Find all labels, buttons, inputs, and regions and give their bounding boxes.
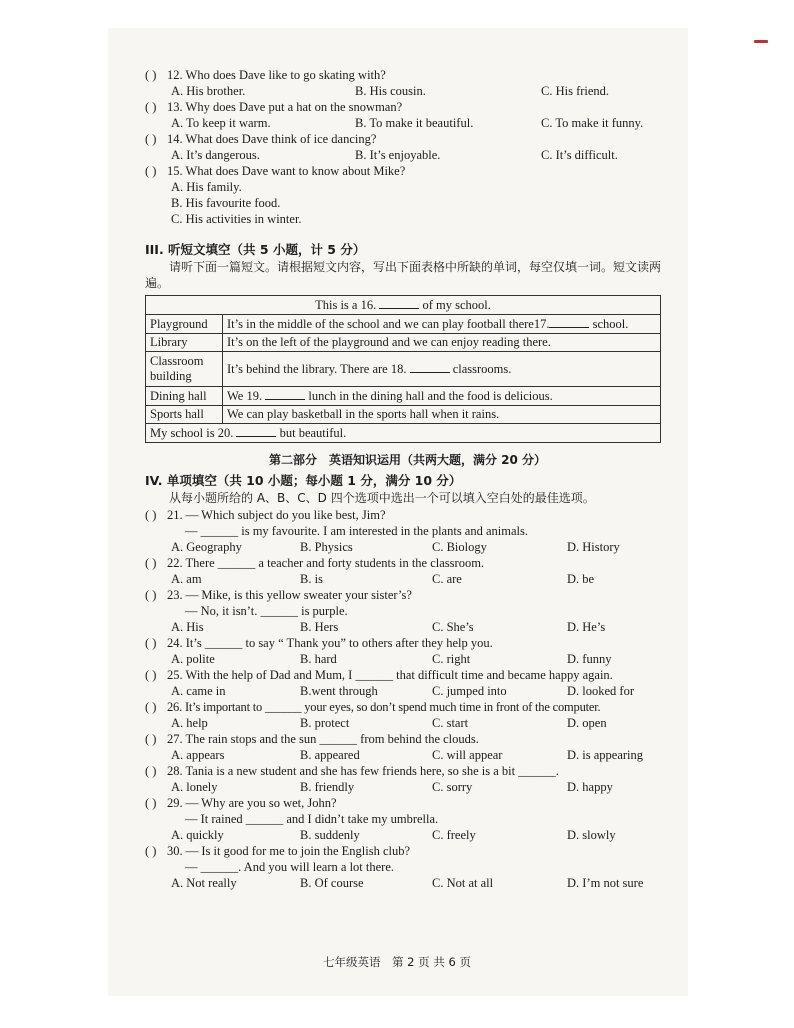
question-27: ( ) 27. The rain stops and the sun ______ from behind the clouds. A. appears B. appeared C. will appear D. is appearing — [145, 732, 644, 762]
option-a: A. am — [171, 572, 202, 586]
question-stem: 27. The rain stops and the sun ______ from behind the clouds. — [167, 732, 479, 746]
option-b: B. is — [300, 572, 323, 586]
option-b: B. To make it beautiful. — [355, 116, 474, 130]
table-row: Dining hall We 19. lunch in the dining hall and the food is delicious. — [146, 387, 661, 406]
option-a: A. appears — [171, 748, 225, 762]
question-12: ( ) 12. Who does Dave like to go skating with? A. His brother. B. His cousin. C. His friend. — [145, 68, 610, 98]
option-b: B. Hers — [300, 620, 339, 634]
fill-table — [145, 295, 661, 443]
option-d: D. He’s — [567, 620, 606, 634]
question-24: ( ) 24. It’s ______ to say “ Thank you” to others after they help you. A. polite B. hard C. right D. funny — [145, 636, 612, 666]
question-stem: 24. It’s ______ to say “ Thank you” to others after they help you. — [167, 636, 493, 650]
question-29: ( ) 29. — Why are you so wet, John? — It rained ______ and I didn’t take my umbrella. A. quickly B. suddenly C. freely D. slowly — [145, 796, 616, 842]
question-stem-2: — ______ is my favourite. I am interested in the plants and animals. — [185, 524, 528, 538]
table-row: Library It’s on the left of the playground and we can enjoy reading there. — [146, 334, 661, 352]
option-b: B.went through — [300, 684, 378, 698]
question-14: ( ) 14. What does Dave think of ice dancing? A. It’s dangerous. B. It’s enjoyable. C. It’s difficult. — [145, 132, 618, 162]
option-c: C. It’s difficult. — [541, 148, 618, 162]
option-c: C. jumped into — [432, 684, 507, 698]
option-a: A. Geography — [171, 540, 242, 554]
option-a: A. came in — [171, 684, 226, 698]
option-c: C. right — [432, 652, 471, 666]
option-d: D. be — [567, 572, 595, 586]
question-26: ( ) 26. It’s important to ______ your eyes, so don’t spend much time in front of the computer. A. help B. protect C. start D. open — [145, 700, 607, 730]
section-4-title: IV. 单项填空（共 10 小题；每小题 1 分，满分 10 分） — [145, 473, 462, 488]
page-footer: 七年级英语 第 2 页 共 6 页 — [323, 955, 471, 969]
question-13: ( ) 13. Why does Dave put a hat on the snowman? A. To keep it warm. B. To make it beautiful. C. To make it funny. — [145, 100, 644, 130]
option-b: B. His favourite food. — [171, 196, 281, 210]
option-b: B. friendly — [300, 780, 355, 794]
option-b: B. suddenly — [300, 828, 360, 842]
edge-mark — [754, 40, 768, 43]
option-b: B. It’s enjoyable. — [355, 148, 441, 162]
exam-content — [145, 68, 670, 892]
option-b: B. Of course — [300, 876, 364, 890]
section-4-desc: 从每小题所给的 A、B、C、D 四个选项中选出一个可以填入空白处的最佳选项。 — [169, 491, 595, 505]
question-28: ( ) 28. Tania is a new student and she has few friends here, so she is a bit ______. A. lonely B. friendly C. sorry D. happy — [145, 764, 613, 794]
option-a: A. His family. — [171, 180, 242, 194]
answer-blank-16[interactable] — [379, 297, 419, 309]
table-row: Sports hall We can play basketball in the sports hall when it rains. — [146, 406, 661, 424]
option-a: A. To keep it warm. — [171, 116, 271, 130]
question-stem: 21. — Which subject do you like best, Jim? — [167, 508, 386, 522]
question-stem: 22. There ______ a teacher and forty students in the classroom. — [167, 556, 485, 570]
option-d: D. slowly — [567, 828, 616, 842]
question-stem: 23. — Mike, is this yellow sweater your sister’s? — [167, 588, 412, 602]
section-3-title: III. 听短文填空（共 5 小题，计 5 分） — [145, 242, 366, 257]
option-c: C. Biology — [432, 540, 487, 554]
option-c: C. His activities in winter. — [171, 212, 302, 226]
option-a: A. polite — [171, 652, 215, 666]
option-c: C. are — [432, 572, 462, 586]
table-header-row: This is a 16. of my school. — [146, 296, 661, 315]
option-c: C. start — [432, 716, 469, 730]
option-d: D. looked for — [567, 684, 634, 698]
option-a: A. Not really — [171, 876, 237, 890]
option-c: C. His friend. — [541, 84, 610, 98]
option-b: B. Physics — [300, 540, 353, 554]
answer-blank-19[interactable] — [265, 388, 305, 400]
question-22: ( ) 22. There ______ a teacher and forty students in the classroom. A. am B. is C. are D. be — [145, 556, 595, 586]
question-23: ( ) 23. — Mike, is this yellow sweater your sister’s? — No, it isn’t. ______ is purple. A. His B. Hers C. She’s D. He’s — [145, 588, 606, 634]
question-stem-2: — It rained ______ and I didn’t take my umbrella. — [185, 812, 439, 826]
option-b: B. His cousin. — [355, 84, 426, 98]
question-stem: 28. Tania is a new student and she has few friends here, so she is a bit ______. — [167, 764, 559, 778]
section-3-desc: 请听下面一篇短文。请根据短文内容，写出下面表格中所缺的单词，每空仅填一词。短文读两遍。 — [145, 260, 662, 290]
option-c: C. Not at all — [432, 876, 494, 890]
multiple-choice-list — [145, 508, 670, 892]
option-c: C. will appear — [432, 748, 503, 762]
option-d: D. open — [567, 716, 607, 730]
table-footer-row: My school is 20. but beautiful. — [146, 424, 661, 443]
question-stem: 13. Why does Dave put a hat on the snowman? — [167, 100, 403, 114]
option-c: C. freely — [432, 828, 476, 842]
question-stem: 30. — Is it good for me to join the English club? — [167, 844, 411, 858]
option-d: D. History — [567, 540, 620, 554]
option-b: B. protect — [300, 716, 350, 730]
question-25: ( ) 25. With the help of Dad and Mum, I ______ that difficult time and became happy again. A. came in B.went through C. jumped into D. looked for — [145, 668, 634, 698]
answer-blank-20[interactable] — [236, 425, 276, 437]
option-a: A. His — [171, 620, 204, 634]
question-stem: 14. What does Dave think of ice dancing? — [167, 132, 377, 146]
question-15: ( ) 15. What does Dave want to know about Mike? A. His family. B. His favourite food. C. His activities in winter. — [145, 164, 670, 228]
option-d: D. funny — [567, 652, 612, 666]
option-d: D. happy — [567, 780, 613, 794]
option-b: B. hard — [300, 652, 337, 666]
question-stem-2: — ______. And you will learn a lot there. — [185, 860, 394, 874]
option-c: C. She’s — [432, 620, 474, 634]
option-c: C. sorry — [432, 780, 473, 794]
table-row: Playground It’s in the middle of the school and we can play football there17. school. — [146, 315, 661, 334]
option-a: A. lonely — [171, 780, 218, 794]
option-c: C. To make it funny. — [541, 116, 644, 130]
answer-blank-18[interactable] — [410, 361, 450, 373]
question-stem: 26. It’s important to ______ your eyes, so don’t spend much time in front of the computer. — [167, 700, 601, 714]
question-30: ( ) 30. — Is it good for me to join the English club? — ______. And you will learn a lot there. A. Not really B. Of course C. Not at all D. I’m not sure — [145, 844, 644, 890]
option-a: A. quickly — [171, 828, 224, 842]
option-a: A. His brother. — [171, 84, 246, 98]
option-d: D. is appearing — [567, 748, 644, 762]
option-b: B. appeared — [300, 748, 360, 762]
table-row: Classroom building It’s behind the library. There are 18. classrooms. — [146, 352, 661, 387]
question-stem-2: — No, it isn’t. ______ is purple. — [185, 604, 348, 618]
question-21: ( ) 21. — Which subject do you like best, Jim? — ______ is my favourite. I am interested in the plants and animals. A. Geography B. Physics C. Biology D. History — [145, 508, 620, 554]
question-stem: 25. With the help of Dad and Mum, I ______ that difficult time and became happy again. — [167, 668, 613, 682]
option-d: D. I’m not sure — [567, 876, 644, 890]
option-a: A. It’s dangerous. — [171, 148, 260, 162]
question-stem: 15. What does Dave want to know about Mike? — [167, 164, 406, 178]
question-stem: 29. — Why are you so wet, John? — [167, 796, 337, 810]
part-2-title: 第二部分 英语知识运用（共两大题，满分 20 分） — [268, 453, 547, 467]
option-a: A. help — [171, 716, 208, 730]
question-stem: 12. Who does Dave like to go skating with? — [167, 68, 386, 82]
answer-blank-17[interactable] — [549, 316, 589, 328]
